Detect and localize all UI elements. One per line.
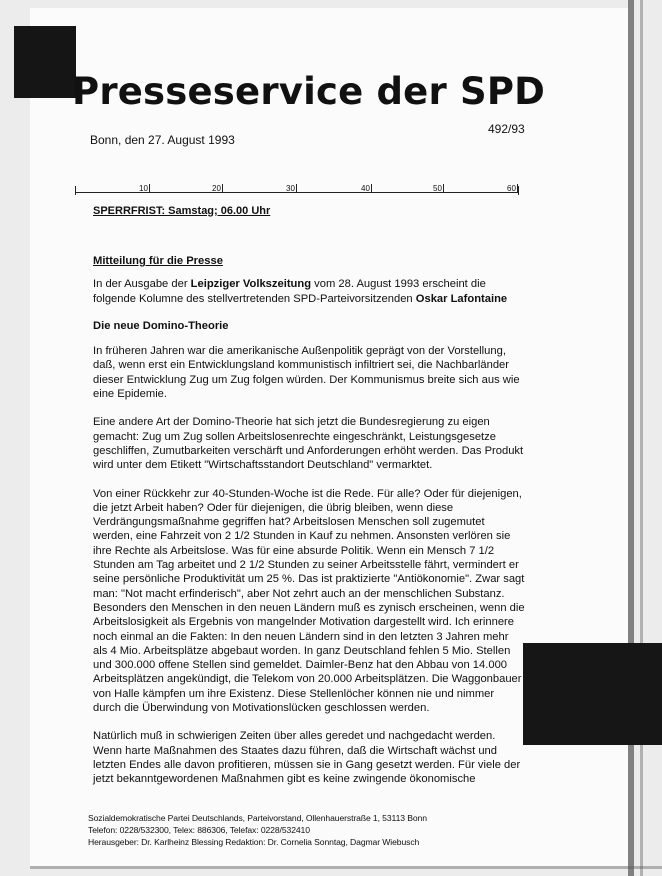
intro-text: In der Ausgabe der xyxy=(93,278,191,291)
ruler-tick-label: 30 xyxy=(286,184,295,193)
letterhead-footer xyxy=(88,812,558,848)
paragraph: Von einer Rückkehr zur 40-Stunden-Woche ist die Rede. Für alle? Oder für diejenigen, die jetzt Arbeit haben? Oder für diejenigen, die übrig bleiben, wenn diese Verdrängungsmaßnahme gegriffen hat? Arbeitslosen Menschen soll zugemutet werden, eine Fahrzeit von 2 1/2 Stunden in Kauf zu nehmen. Ansonsten verlören sie ihre Rechte als Arbeitslose. Was für eine absurde Politik. Wenn ein Mensch 7 1/2 Stunden am Tag arbeitet und 2 1/2 Stunden zu seiner Arbeitsstelle fährt, vermindert er seine persönliche Produktivität um 25 %. Das ist praktizierte "Antiökonomie". Zwar sagt man: "Not macht erfinderisch", aber Not zehrt auch an der menschlichen Substanz. Besonders den Menschen in den neuen Ländern muß es zynisch erscheinen, wenn die Arbeitslosigkeit als Ergebnis von mangelnder Motivation dargestellt wird. Ich erinnere noch einmal an die Fakten: In den neuen Ländern sind in den letzten 3 Jahren mehr als 4 Mio. Arbeitsplätze abgebaut worden. In ganz Deutschland fehlen 5 Mio. Stellen und 300.000 offene Stellen sind gemeldet. Daimler-Benz hat den Abbau von 14.000 Arbeitsplätzen angekündigt, die Telekom von 20.000 Arbeitsplätzen. Die Waggonbauer von Halle kämpfen um ihre Existenz. Diese Stellenlöcher können nie und nimmer durch die Überwindung von Motivationslücken geschlossen werden. xyxy=(93,487,525,715)
author-name: Oskar Lafontaine xyxy=(415,292,508,305)
newspaper-name: Leipziger Volkszeitung xyxy=(190,278,312,291)
paragraph: Eine andere Art der Domino-Theorie hat sich jetzt die Bundesregierung zu eigen gemacht: Zug um Zug sollen Arbeitslosenrechte eingeschränkt, Leistungsgesetze geschliffen, Zumutbarkeiten verschärft und Anforderungen erhöht werden. Das Produkt wird unter dem Etikett "Wirtschaftsstandort Deutschland" vermarktet. xyxy=(93,416,524,472)
date-line: Bonn, den 27. August 1993 xyxy=(90,133,235,147)
intro-paragraph xyxy=(93,277,525,306)
ruler-tick-label: 10 xyxy=(139,184,148,193)
ruler-tick-label: 40 xyxy=(361,184,370,193)
masthead-title: Presseservice der SPD xyxy=(72,70,546,113)
paragraph: In früheren Jahren war die amerikanische Außenpolitik geprägt von der Vorstellung, daß, wenn erst ein Entwicklungsland kommunistisch infiltriert sei, die Nachbarländer dieser Entwicklung Zug um Zug folgen würden. Der Kommunismus breite sich aus wie eine Epidemie. xyxy=(93,345,520,401)
column-title: Die neue Domino-Theorie xyxy=(93,319,229,332)
ruler-end-right xyxy=(518,186,519,195)
press-release-body xyxy=(93,254,525,801)
ruler-tick-label: 20 xyxy=(212,184,221,193)
footer-address: Sozialdemokratische Partei Deutschlands, Parteivorstand, Ollenhauerstraße 1, 53113 Bonn xyxy=(88,813,427,823)
embargo-notice: SPERRFRIST: Samstag; 06.00 Uhr xyxy=(93,205,271,217)
paragraph: Natürlich muß in schwierigen Zeiten über alles geredet und nachgedacht werden. Wenn harte Maßnahmen des Staates dazu führen, daß die Wirtschaft wächst und letzten Endes alle davon profitieren, müssen sie in Gang gesetzt werden. Für viele der jetzt bekanntgewordenen Maßnahmen gibt es keine zwingende ökonomische xyxy=(93,730,521,786)
ruler-end-left xyxy=(75,186,76,195)
typewriter-ruler xyxy=(75,186,519,202)
section-heading: Mitteilung für die Presse xyxy=(93,255,223,267)
ruler-tick-label: 60 xyxy=(507,184,516,193)
footer-editors: Herausgeber: Dr. Karlheinz Blessing Redaktion: Dr. Cornelia Sonntag, Dagmar Wiebusch xyxy=(88,837,420,847)
footer-contact: Telefon: 0228/532300, Telex: 886306, Telefax: 0228/532410 xyxy=(88,825,310,835)
scan-artifact-top-left xyxy=(14,26,76,98)
ruler-tick-label: 50 xyxy=(433,184,442,193)
scan-bottom-shadow xyxy=(30,866,662,869)
intro-text: vom 28. August 1993 erscheint die folgende Kolumne des stellvertretenden SPD-Parteivorsitzenden xyxy=(93,278,486,305)
scan-artifact-right xyxy=(523,643,662,745)
release-number: 492/93 xyxy=(488,122,525,136)
